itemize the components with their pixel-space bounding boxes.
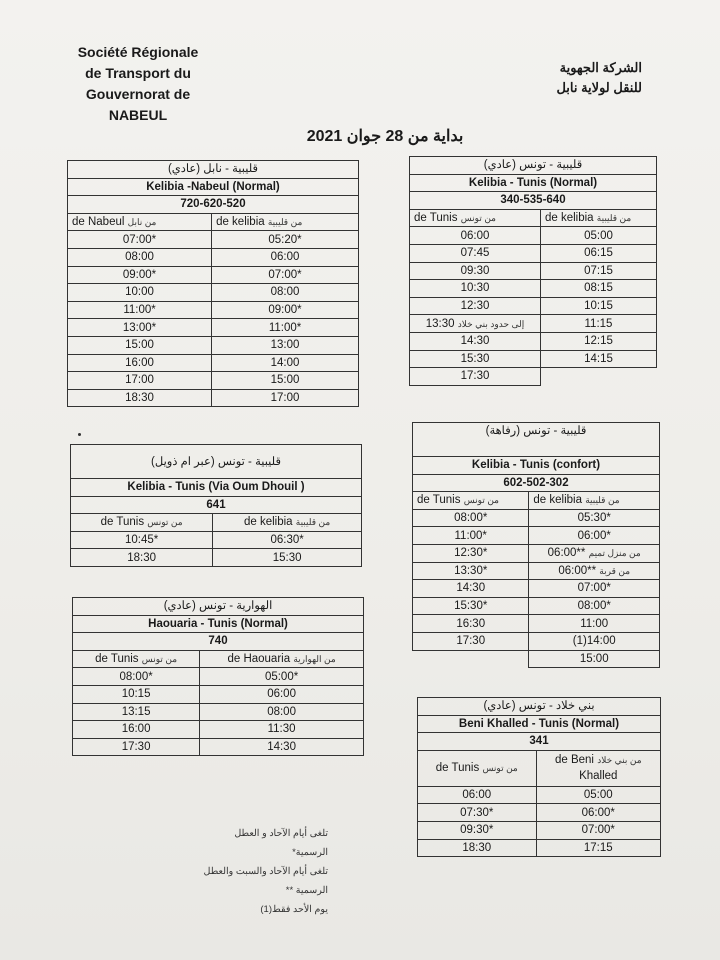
kelibia-tunis-oum-dhouil-table xyxy=(70,444,362,567)
departure-time: 05:30* xyxy=(529,509,660,527)
company-line: NABEUL xyxy=(108,107,168,123)
table-row xyxy=(73,685,364,703)
departure-time: 08:15 xyxy=(540,280,656,298)
table-title-fr: Kelibia - Tunis (confort) xyxy=(413,457,660,475)
departure-time: 07:15 xyxy=(540,262,656,280)
departure-time: 07:00* xyxy=(536,821,660,839)
table-row xyxy=(413,544,660,562)
departure-time: 17:30 xyxy=(413,632,529,650)
departure-time: 10:15 xyxy=(73,685,200,703)
table-row xyxy=(410,280,657,298)
company-line: de Transport du xyxy=(85,65,191,81)
table-title-fr: Kelibia - Tunis (Normal) xyxy=(410,174,657,192)
departure-time: 08:00 xyxy=(200,703,364,721)
departure-time: 17:00 xyxy=(212,389,359,407)
footnote: تلغى أيام الآحاد و العطل الرسمية* xyxy=(234,828,328,858)
departure-time: 16:30 xyxy=(413,615,529,633)
departure-time: 14:00 xyxy=(212,354,359,372)
departure-time: 08:00 xyxy=(68,248,212,266)
company-line-ar: للنقل لولاية نابل xyxy=(556,80,642,95)
table-row xyxy=(73,668,364,686)
table-row xyxy=(68,336,359,354)
departure-time: 05:00 xyxy=(536,786,660,804)
departure-time: 07:45 xyxy=(410,244,541,262)
column-header-fr: de Tunis xyxy=(417,494,461,507)
departure-time: 13:00 xyxy=(212,336,359,354)
company-name-fr xyxy=(58,42,218,126)
kelibia-tunis-normal-table xyxy=(409,156,657,386)
column-header xyxy=(410,209,541,227)
departure-time: 06:00 xyxy=(410,227,541,245)
column-header-ar: من قليبية xyxy=(267,217,303,228)
column-header xyxy=(71,514,213,532)
table-title-fr: Kelibia - Tunis (Via Oum Dhouil ) xyxy=(71,479,362,497)
table-title-ar: قليبية - تونس (عبر ام ذويل) xyxy=(71,445,362,479)
column-header-fr: de kelibia xyxy=(533,494,582,507)
column-header-ar: من قليبية xyxy=(596,213,632,224)
departure-time: 10:15 xyxy=(540,297,656,315)
departure-time: 08:00* xyxy=(413,509,529,527)
departure-time: 11:15 xyxy=(540,315,656,333)
column-header xyxy=(213,514,362,532)
column-header-ar: من تونس xyxy=(141,654,178,665)
kelibia-nabeul-table xyxy=(67,160,359,407)
table-row xyxy=(413,615,660,633)
company-line-ar: الشركة الجهوية xyxy=(559,60,642,75)
departure-time: 06:00* xyxy=(529,527,660,545)
departure-time: 09:30 xyxy=(410,262,541,280)
departure-time: 16:00 xyxy=(68,354,212,372)
table-row xyxy=(68,231,359,249)
departure-time xyxy=(529,544,660,562)
empty-cell xyxy=(413,650,529,668)
table-title-fr: Beni Khalled - Tunis (Normal) xyxy=(418,715,661,733)
departure-time: 11:00* xyxy=(413,527,529,545)
departure-time: 05:00* xyxy=(200,668,364,686)
row-note-ar: إلى حدود بني خلاد xyxy=(457,318,525,329)
departure-time: 15:30* xyxy=(413,597,529,615)
departure-time: 06:00 xyxy=(418,786,537,804)
departure-time: 10:00 xyxy=(68,284,212,302)
table-row xyxy=(68,284,359,302)
departure-time xyxy=(529,562,660,580)
line-numbers: 340-535-640 xyxy=(410,192,657,210)
column-header-ar: من بني خلاد xyxy=(597,755,642,766)
departure-time: 15:00 xyxy=(212,372,359,390)
departure-time xyxy=(410,315,541,333)
column-header-ar: من الهوارية xyxy=(293,654,336,665)
company-line: Société Régionale xyxy=(77,44,199,60)
line-numbers: 341 xyxy=(418,733,661,751)
haouaria-tunis-table xyxy=(72,597,364,756)
table-row xyxy=(410,227,657,245)
table-row xyxy=(71,549,362,567)
departure-time: 08:00* xyxy=(73,668,200,686)
table-row xyxy=(410,315,657,333)
departure-time: 06:15 xyxy=(540,244,656,262)
table-row xyxy=(410,244,657,262)
table-row xyxy=(418,804,661,822)
departure-time: 10:45* xyxy=(71,531,213,549)
table-row xyxy=(410,262,657,280)
departure-time: 06:00* xyxy=(536,804,660,822)
departure-time: 14:15 xyxy=(540,350,656,368)
column-header xyxy=(200,650,364,668)
column-header xyxy=(529,492,660,510)
departure-time: 14:30 xyxy=(200,738,364,756)
table-title-fr: Kelibia -Nabeul (Normal) xyxy=(68,178,359,196)
departure-time: 17:15 xyxy=(536,839,660,857)
departure-time: 15:30 xyxy=(213,549,362,567)
departure-time: 15:00 xyxy=(68,336,212,354)
table-row xyxy=(413,580,660,598)
table-row xyxy=(413,650,660,668)
table-title-ar: بني خلاد - تونس (عادي) xyxy=(418,698,661,716)
departure-time: 07:00* xyxy=(68,231,212,249)
table-title-ar: قليبية - تونس (رفاهة) xyxy=(413,423,660,457)
table-title-fr: Haouaria - Tunis (Normal) xyxy=(73,615,364,633)
column-header-ar: من تونس xyxy=(463,495,499,506)
departure-time: 13:30* xyxy=(413,562,529,580)
departure-time: 15:30 xyxy=(410,350,541,368)
line-numbers: 740 xyxy=(73,633,364,651)
row-note-ar: من منزل تميم xyxy=(588,548,641,559)
table-row xyxy=(413,527,660,545)
column-header-fr: de Haouaria xyxy=(227,653,291,666)
footnote: يوم الأحد فقط(1) xyxy=(260,904,328,915)
departure-time: 14:30 xyxy=(413,580,529,598)
empty-cell xyxy=(540,368,656,386)
table-row xyxy=(73,738,364,756)
departure-time-value: 06:00** xyxy=(558,564,597,577)
column-header-fr: de Nabeul xyxy=(72,216,125,229)
beni-khalled-tunis-table xyxy=(417,697,661,857)
departure-time: 08:00* xyxy=(529,597,660,615)
departure-time: 08:00 xyxy=(212,284,359,302)
departure-time: (1)14:00 xyxy=(529,632,660,650)
company-name-ar xyxy=(522,58,642,98)
line-numbers: 602-502-302 xyxy=(413,474,660,492)
column-header-fr: de Tunis xyxy=(435,762,480,775)
table-row xyxy=(68,372,359,390)
departure-time: 05:00 xyxy=(540,227,656,245)
departure-time: 09:00* xyxy=(212,301,359,319)
table-row xyxy=(410,350,657,368)
departure-time: 17:30 xyxy=(73,738,200,756)
departure-time: 17:00 xyxy=(68,372,212,390)
table-row xyxy=(418,821,661,839)
footnote: تلغى أيام الآحاد والسبت والعطل الرسمية ** xyxy=(203,866,328,896)
column-header-fr: de Tunis xyxy=(95,653,139,666)
departure-time: 17:30 xyxy=(410,368,541,386)
column-header-ar: من نابل xyxy=(127,217,157,228)
column-header xyxy=(540,209,656,227)
column-header xyxy=(212,213,359,231)
column-header-ar: من تونس xyxy=(482,763,518,774)
table-row xyxy=(410,332,657,350)
departure-time: 12:15 xyxy=(540,332,656,350)
departure-time: 09:00* xyxy=(68,266,212,284)
table-row xyxy=(68,266,359,284)
departure-time: 12:30 xyxy=(410,297,541,315)
departure-time: 11:00* xyxy=(212,319,359,337)
departure-time: 13:15 xyxy=(73,703,200,721)
departure-time: 15:00 xyxy=(529,650,660,668)
column-header-ar: من قليبية xyxy=(295,517,331,528)
column-header xyxy=(536,750,660,786)
departure-time: 07:00* xyxy=(529,580,660,598)
line-numbers: 641 xyxy=(71,496,362,514)
departure-time: 16:00 xyxy=(73,721,200,739)
column-header xyxy=(413,492,529,510)
effective-date-title: بداية من 28 جوان 2021 xyxy=(306,128,464,145)
departure-time-value: 13:30 xyxy=(425,317,455,330)
departure-time: 13:00* xyxy=(68,319,212,337)
row-note-ar: من قربة xyxy=(599,565,631,576)
departure-time: 18:30 xyxy=(71,549,213,567)
departure-time: 11:00* xyxy=(68,301,212,319)
departure-time: 12:30* xyxy=(413,544,529,562)
table-row xyxy=(413,632,660,650)
departure-time: 14:30 xyxy=(410,332,541,350)
departure-time: 06:30* xyxy=(213,531,362,549)
stray-mark xyxy=(78,433,81,436)
table-row xyxy=(73,703,364,721)
footnotes xyxy=(198,824,328,919)
table-title-ar: الهوارية - تونس (عادي) xyxy=(73,598,364,616)
table-row xyxy=(68,248,359,266)
departure-time: 11:30 xyxy=(200,721,364,739)
departure-time: 18:30 xyxy=(68,389,212,407)
departure-time: 07:00* xyxy=(212,266,359,284)
column-header-fr: Khalled xyxy=(579,770,618,783)
table-row xyxy=(73,721,364,739)
column-header xyxy=(68,213,212,231)
column-header-ar: من تونس xyxy=(460,213,496,224)
column-header-fr: de Tunis xyxy=(414,212,458,225)
line-numbers: 720-620-520 xyxy=(68,196,359,214)
table-row xyxy=(71,531,362,549)
column-header-fr: de kelibia xyxy=(243,516,293,529)
column-header-ar: من تونس xyxy=(147,517,183,528)
departure-time: 07:30* xyxy=(418,804,537,822)
table-row xyxy=(413,562,660,580)
departure-time: 11:00 xyxy=(529,615,660,633)
departure-time: 05:20* xyxy=(212,231,359,249)
departure-time: 06:00 xyxy=(200,685,364,703)
table-row xyxy=(418,839,661,857)
kelibia-tunis-confort-table xyxy=(412,422,660,668)
column-header-ar: من قليبية xyxy=(585,495,620,506)
company-line: Gouvernorat de xyxy=(85,86,191,102)
table-row xyxy=(413,509,660,527)
table-row xyxy=(410,297,657,315)
column-header-fr: de kelibia xyxy=(216,216,265,229)
table-title-ar: قليبية - تونس (عادي) xyxy=(410,157,657,175)
column-header xyxy=(73,650,200,668)
departure-time-value: 06:00** xyxy=(547,547,586,560)
table-row xyxy=(68,301,359,319)
departure-time: 06:00 xyxy=(212,248,359,266)
column-header xyxy=(418,750,537,786)
table-row xyxy=(418,786,661,804)
table-row xyxy=(68,319,359,337)
column-header-fr: de kelibia xyxy=(544,212,594,225)
departure-time: 18:30 xyxy=(418,839,537,857)
column-header-fr: de Beni xyxy=(554,754,594,767)
departure-time: 09:30* xyxy=(418,821,537,839)
table-title-ar: قليبية - نابل (عادي) xyxy=(68,161,359,179)
table-row xyxy=(413,597,660,615)
table-row xyxy=(68,354,359,372)
table-row xyxy=(410,368,657,386)
departure-time: 10:30 xyxy=(410,280,541,298)
column-header-fr: de Tunis xyxy=(100,516,145,529)
table-row xyxy=(68,389,359,407)
